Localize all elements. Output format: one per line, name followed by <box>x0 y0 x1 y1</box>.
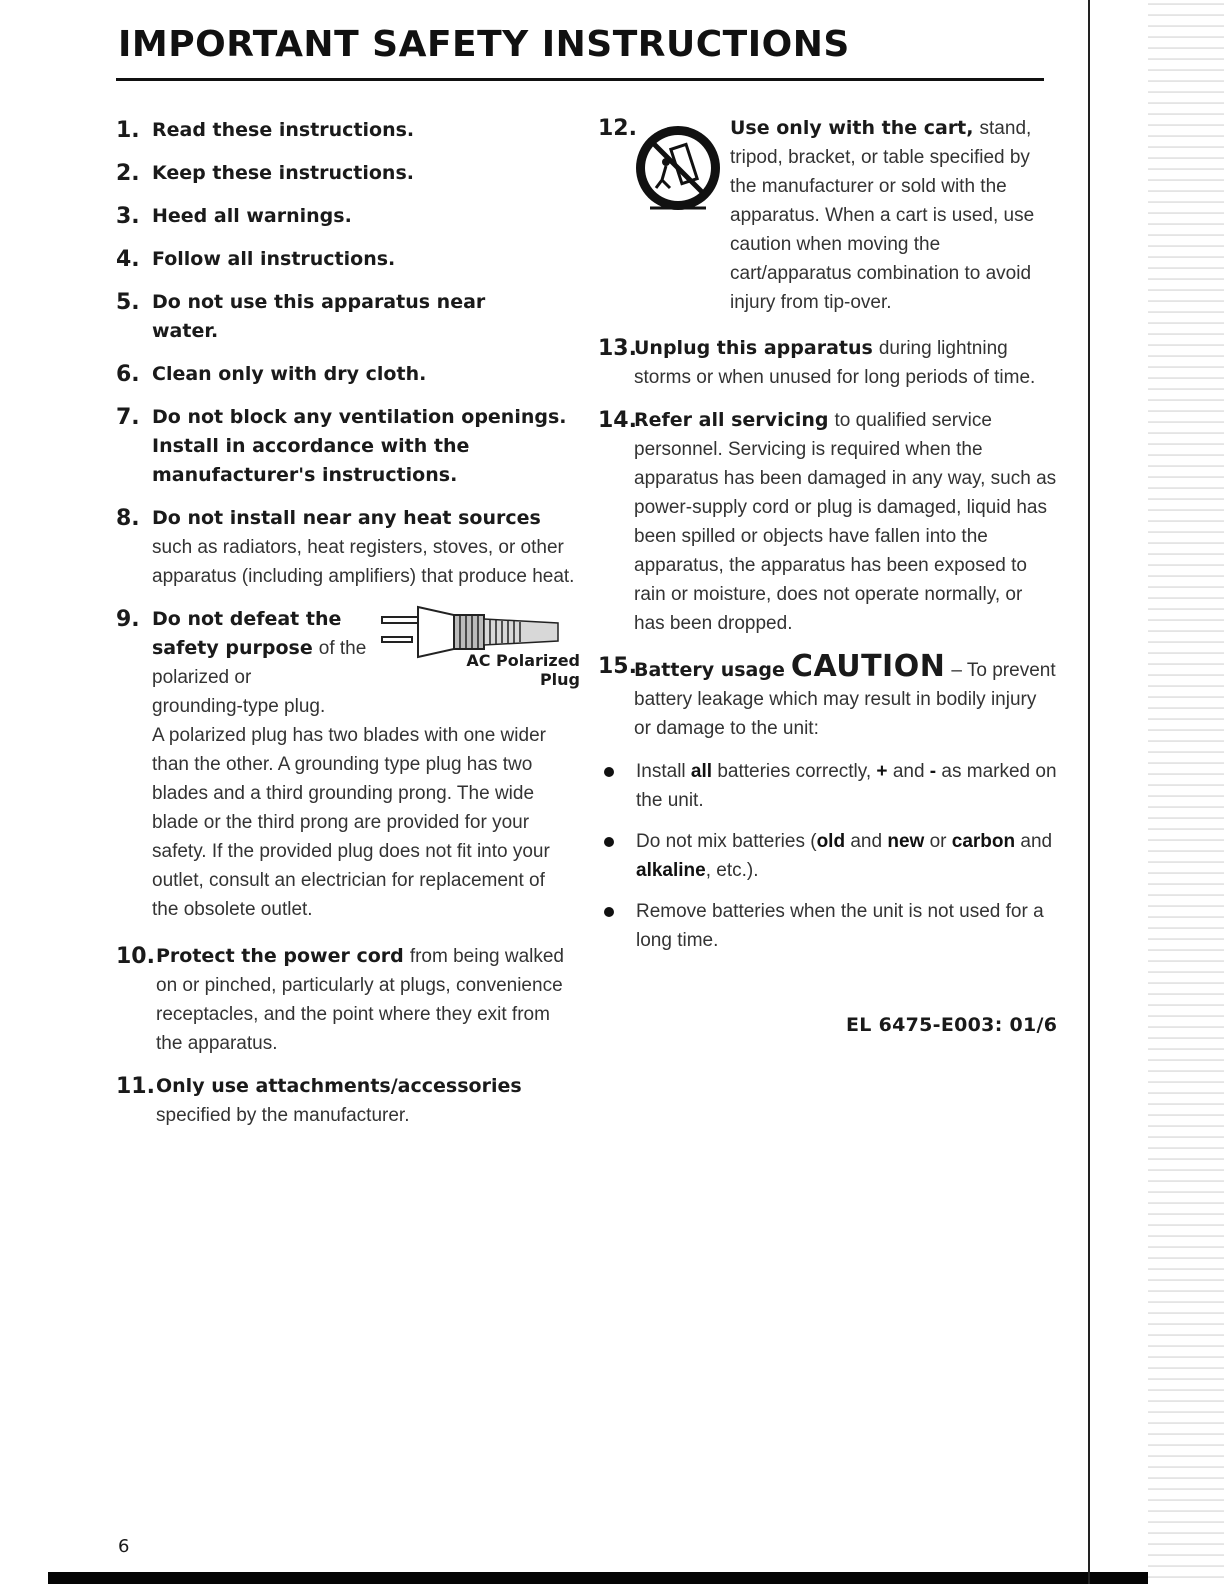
instruction-4 <box>116 245 576 274</box>
battery-bullet-2: Do not mix batteries (old and new or carbon and alkaline, etc.). <box>598 827 1058 885</box>
instruction-10 <box>116 942 576 1058</box>
instruction-9 <box>116 605 580 924</box>
item-number: 15. <box>598 654 637 679</box>
item-number: 10. <box>116 944 155 969</box>
right-column <box>598 110 1058 967</box>
scan-edge-bottom <box>48 1572 1224 1584</box>
instruction-11 <box>116 1072 576 1130</box>
item-number: 6. <box>116 362 140 387</box>
item-number: 9. <box>116 607 140 632</box>
instruction-8 <box>116 504 576 591</box>
item-heading: Read these instructions. <box>152 119 415 141</box>
item-body-line: grounding-type plug. <box>152 696 326 717</box>
scan-edge-right <box>1088 0 1224 1584</box>
instruction-13 <box>598 334 1058 392</box>
item-body: during lightning storms or when unused for long periods of time. <box>634 338 1036 388</box>
instruction-1 <box>116 116 576 145</box>
item-heading: Do not install near any heat sources <box>152 507 541 529</box>
item-heading: Battery usage <box>634 659 785 681</box>
item-heading: Heed all warnings. <box>152 205 352 227</box>
battery-bullet-1: Install all batteries correctly, + and - as marked on the unit. <box>598 757 1058 815</box>
item-number: 3. <box>116 204 140 229</box>
item-heading: Refer all servicing <box>634 409 829 431</box>
page-title: IMPORTANT SAFETY INSTRUCTIONS <box>118 24 850 65</box>
item-heading-line: Do not defeat the <box>152 608 342 630</box>
page-number: 6 <box>118 1536 130 1557</box>
instruction-2 <box>116 159 576 188</box>
bullet-icon <box>604 767 614 777</box>
item-body: to qualified service personnel. Servicing is required when the apparatus has been damaged in any way, such as power-supply cord or plug is damaged, liquid has been spilled or objects have fallen into the apparatus, the apparatus has been exposed to rain or moisture, does not operate normally, or has been dropped. <box>634 410 1057 634</box>
item-heading: Only use attachments/accessories <box>156 1075 522 1097</box>
item-number: 7. <box>116 405 140 430</box>
item-number: 13. <box>598 336 637 361</box>
plug-figure <box>380 601 580 695</box>
item-heading: Keep these instructions. <box>152 162 414 184</box>
item-heading-line: safety purpose of the <box>152 637 367 659</box>
left-column <box>116 116 580 1144</box>
item-body: – To prevent battery leakage which may result in bodily injury or damage to the unit: <box>634 660 1056 739</box>
item-text <box>730 114 1050 317</box>
plug-caption-line-1: AC Polarized <box>466 651 580 670</box>
title-divider <box>116 78 1044 81</box>
cart-tip-over-warning-icon <box>632 122 724 214</box>
item-heading: Protect the power cord <box>156 945 404 967</box>
item-heading: Do not block any ventilation openings. Install in accordance with the manufacturer's instructions. <box>152 406 567 486</box>
item-number: 8. <box>116 506 140 531</box>
battery-bullet-3: Remove batteries when the unit is not used for a long time. <box>598 897 1058 955</box>
bullet-icon <box>604 837 614 847</box>
item-body: such as radiators, heat registers, stoves, or other apparatus (including amplifiers) that produce heat. <box>152 537 575 587</box>
item-heading: Unplug this apparatus <box>634 337 873 359</box>
item-heading: Follow all instructions. <box>152 248 396 270</box>
document-code: EL 6475-E003: 01/6 <box>846 1014 1058 1036</box>
instruction-6 <box>116 360 576 389</box>
item-number: 12. <box>598 116 637 141</box>
instruction-14 <box>598 406 1058 638</box>
item-number: 1. <box>116 118 140 143</box>
item-heading: Do not use this apparatus near water. <box>152 291 486 342</box>
item-number: 11. <box>116 1074 155 1099</box>
item-body: specified by the manufacturer. <box>156 1105 410 1126</box>
item-body: A polarized plug has two blades with one wider than the other. A grounding type plug has two blades and a third grounding prong. The wide blade or the third prong are provided for your safety. If the provided plug does not fit into your outlet, consult an electrician for replacement of the obsolete outlet. <box>152 725 550 920</box>
item-number: 2. <box>116 161 140 186</box>
plug-caption-line-2: Plug <box>539 670 580 689</box>
item-body-line: polarized or <box>152 667 252 688</box>
item-body: stand, tripod, bracket, or table specified by the manufacturer or sold with the apparatus. When a cart is used, use caution when moving the cart/apparatus combination to avoid injury from tip-over. <box>730 118 1035 313</box>
item-number: 5. <box>116 290 140 315</box>
instruction-5 <box>116 288 532 346</box>
item-heading: Clean only with dry cloth. <box>152 363 427 385</box>
instruction-15 <box>598 649 1058 743</box>
instruction-3 <box>116 202 576 231</box>
item-number: 14. <box>598 408 637 433</box>
instruction-12 <box>598 110 1058 320</box>
item-body: from being walked on or pinched, particularly at plugs, convenience receptacles, and the point where they exit from the apparatus. <box>156 946 565 1054</box>
plug-caption <box>450 651 580 689</box>
caution-label: CAUTION <box>790 649 946 684</box>
instruction-7 <box>116 403 576 490</box>
item-heading: Use only with the cart, <box>730 117 974 139</box>
bullet-icon <box>604 907 614 917</box>
item-number: 4. <box>116 247 140 272</box>
